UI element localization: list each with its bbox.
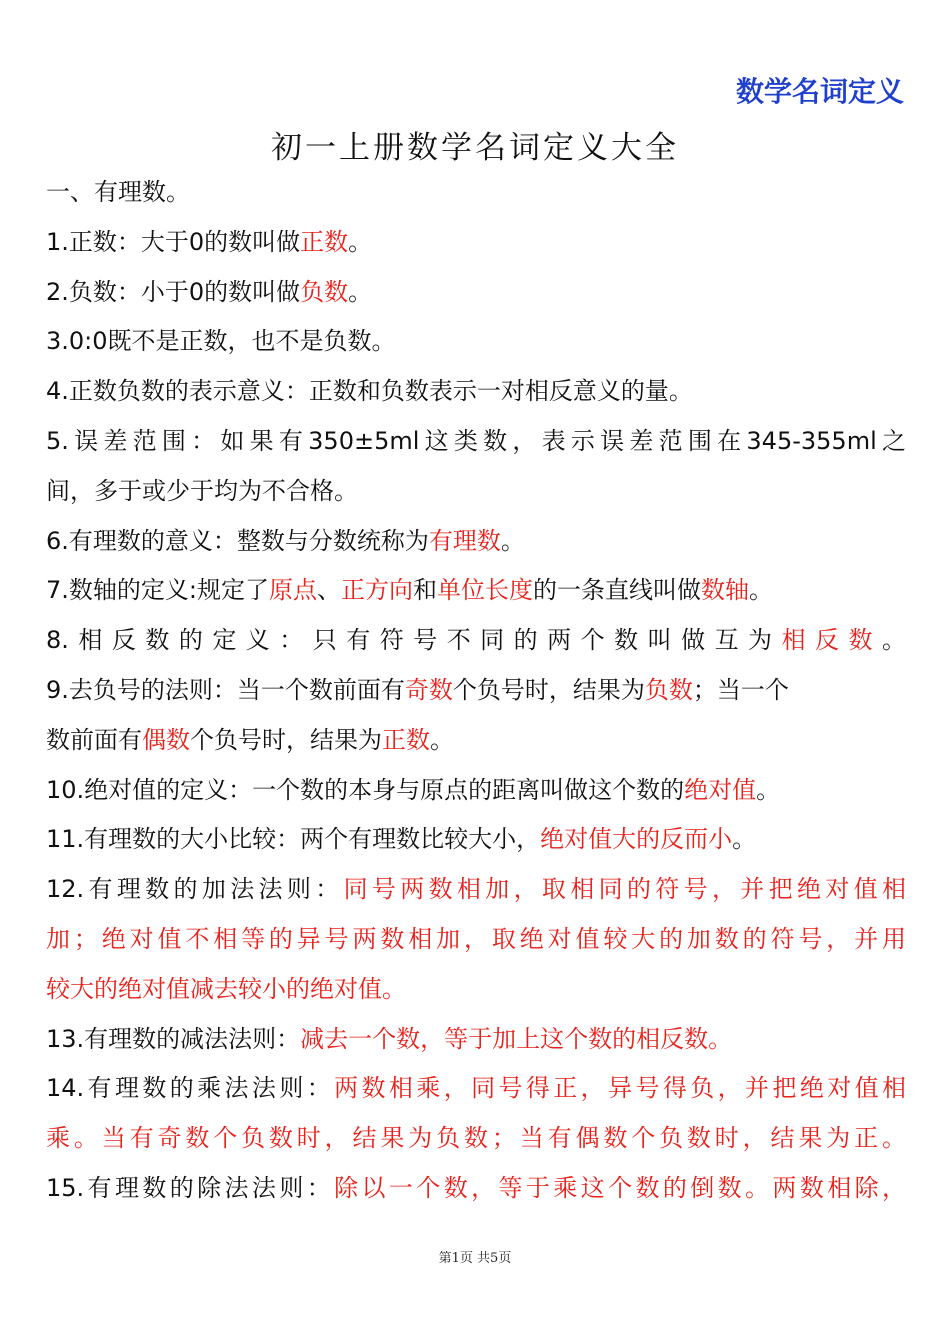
text-segment: 4.正数负数的表示意义：正数和负数表示一对相反意义的量。 — [46, 377, 693, 406]
text-segment: 。 — [348, 227, 373, 256]
text-line — [46, 616, 906, 666]
text-segment: 12.有理数的加法法则： — [46, 875, 344, 904]
text-line — [46, 915, 906, 965]
highlighted-term: 较大的绝对值减去较小的绝对值。 — [46, 974, 406, 1003]
text-segment: 9.去负号的法则：当一个数前面有 — [46, 675, 405, 704]
text-line — [46, 417, 906, 467]
page-footer: 第1页 共5页 — [438, 1251, 512, 1266]
text-line — [46, 517, 906, 567]
highlighted-term: 负数 — [300, 277, 349, 306]
text-segment: 一、有理数。 — [46, 178, 190, 206]
text-line — [46, 666, 906, 716]
text-segment: 6.有理数的意义：整数与分数统称为 — [46, 526, 429, 555]
text-segment: 个负号时，结果为 — [452, 675, 645, 704]
text-segment: 。 — [882, 626, 906, 655]
highlighted-term: 有理数 — [428, 526, 501, 555]
text-segment: 。 — [430, 725, 454, 754]
highlighted-term: 奇数 — [404, 675, 453, 704]
text-segment: 11.有理数的大小比较：两个有理数比较大小， — [46, 825, 541, 854]
text-line — [46, 268, 906, 318]
text-line — [46, 218, 906, 268]
text-segment: 、 — [316, 576, 341, 605]
highlighted-term: 单位长度 — [436, 576, 533, 605]
highlighted-term: 正方向 — [340, 576, 413, 605]
highlighted-term: 负数 — [644, 675, 693, 704]
text-line — [46, 467, 906, 517]
highlighted-term: 绝对值 — [684, 775, 757, 804]
text-segment: 。 — [756, 775, 781, 804]
highlighted-term: 正数 — [382, 725, 430, 754]
text-line — [46, 865, 906, 915]
text-segment: 个负号时，结果为 — [190, 725, 382, 754]
text-segment: 数前面有 — [46, 725, 142, 754]
text-line — [46, 1064, 906, 1114]
highlighted-term: 正数 — [300, 227, 349, 256]
text-line — [46, 716, 906, 766]
text-segment: 7.数轴的定义:规定了 — [46, 576, 269, 605]
text-line — [46, 367, 906, 417]
highlighted-term: 同号两数相加，取相同的符号，并把绝对值相 — [343, 875, 906, 904]
highlighted-term: 加；绝对值不相等的异号两数相加，取绝对值较大的加数的符号，并用 — [46, 924, 906, 953]
highlighted-term: 相反数 — [781, 626, 882, 655]
text-segment: ；当一个 — [692, 675, 789, 704]
text-segment: 10.绝对值的定义：一个数的本身与原点的距离叫做这个数的 — [46, 775, 685, 804]
document-body — [46, 168, 906, 1214]
text-segment: 。 — [748, 576, 773, 605]
highlighted-term: 绝对值大的反而小 — [540, 825, 733, 854]
text-line — [46, 317, 906, 367]
text-segment: 15.有理数的除法法则： — [46, 1173, 335, 1202]
text-line — [46, 1164, 906, 1214]
text-line — [46, 1114, 906, 1164]
text-segment: 和 — [412, 576, 437, 605]
text-line — [46, 1015, 906, 1065]
highlighted-term: 偶数 — [142, 725, 190, 754]
text-segment: 。 — [732, 825, 757, 854]
text-segment: 13.有理数的减法法则： — [46, 1024, 301, 1053]
highlighted-term: 减去一个数，等于加上这个数的相反数。 — [300, 1024, 733, 1053]
text-segment: 2.负数：小于0的数叫做 — [46, 277, 301, 306]
highlighted-term: 原点 — [268, 576, 317, 605]
text-segment: 。 — [348, 277, 373, 306]
highlighted-term: 数轴 — [700, 576, 749, 605]
text-segment: 的一条直线叫做 — [532, 576, 701, 605]
highlighted-term: 两数相乘，同号得正，异号得负，并把绝对值相 — [334, 1074, 906, 1103]
text-line — [46, 168, 906, 218]
text-segment: 3.0:0既不是正数，也不是负数。 — [46, 327, 396, 356]
text-line — [46, 815, 906, 865]
text-line — [46, 965, 906, 1015]
text-segment: 间，多于或少于均为不合格。 — [46, 476, 358, 505]
text-segment: 8.相反数的定义：只有符号不同的两个数叫做互为 — [46, 626, 782, 655]
highlighted-term: 乘。当有奇数个负数时，结果为负数；当有偶数个负数时，结果为正。 — [46, 1124, 906, 1153]
page-title: 初一上册数学名词定义大全 — [271, 130, 679, 166]
text-segment: 。 — [500, 526, 525, 555]
text-line — [46, 566, 906, 616]
text-line — [46, 766, 906, 816]
text-segment: 1.正数：大于0的数叫做 — [46, 227, 301, 256]
highlighted-term: 除以一个数，等于乘这个数的倒数。两数相除， — [334, 1173, 906, 1202]
text-segment: 14.有理数的乘法法则： — [46, 1074, 335, 1103]
text-segment: 5.误差范围：如果有350±5ml这类数，表示误差范围在345-355ml之 — [46, 426, 906, 455]
category-tag: 数学名词定义 — [735, 75, 904, 108]
